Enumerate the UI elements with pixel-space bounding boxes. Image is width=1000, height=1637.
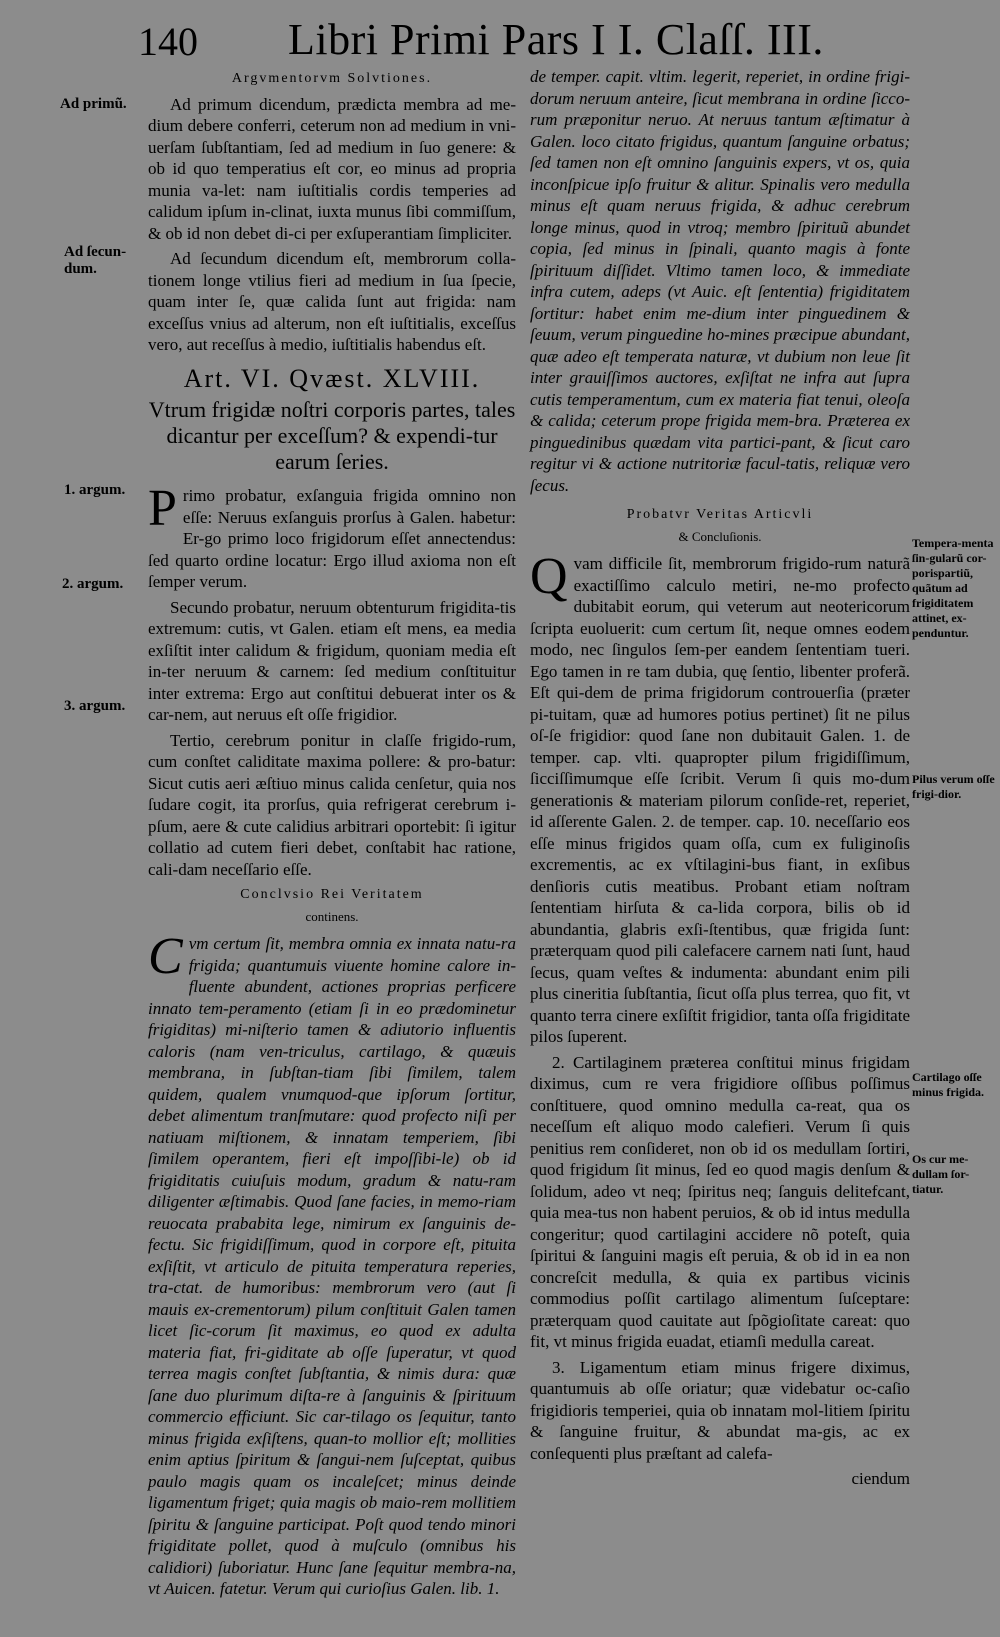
page-header xyxy=(138,14,824,66)
paragraph-conclusio: Cvm certum ſit, membra omnia ex innata natu-ra frigida; quantumuis viuente homine calore in-fluente abundent, actiones proprias perficere innato tem-peramento (etiam ſi in eo prædominetur frigiditas) mi-niſterio tamen & adiutorio influentis caloris (nam ven-triculus, cartilago, & quæuis membrana, in ſubſtan-tiam ſibi ſimilem, talem quidem, qualem vnumquod-que ipſorum ſortitur, debet alimentum tranſmutare: quod profecto niſi per natiuam miſtionem, & innatam temperiem, ſibi ſimilem operantem, fieri eſt impoſſibi-le) ob id frigiditatis cuiuſuis modum, gradum & natu-ram diligenter æſtimabis. Quod ſane facies, in memo-riam reuocata prababita lege, nimirum ex ſanguinis de-fectu. Sic frigidiſſimum, quod in corpore eſt, pituita exſiſtit, vt articulo de pituita temperatura reperies, tra-ctat. de humoribus: membrorum vero (aut ſi mauis ex-crementorum) pilum conſtituit Galen tamen licet ſic-corum ſit maximus, eo quod ex adulta materia fiat, fri-giditate ab oſſe ſuperatur, vt quod terrea magis conſtet ſubſtantia, & nimis dura: quæ ſane duo plurimum diſta-re à ſanguinis & ſpirituum commercio efficiunt. Sic car-tilago os ſequitur, tanto minus frigida exſiſtens, quan-to mollior eſt; mollities enim aptius ſpiritum & ſangui-nem ſuſceptat, quibus paulo magis quam os incaleſcet; minus deinde ligamentum friget; quia magis ob maio-rem mollitiem ſpiritu & ſanguine participat. Poſt quod tendo minori frigiditate pollet, quod à muſculo (omnibus his calidiori) ſuboriatur. Hunc ſane ſequitur membra-na, vt Auicen. fatetur. Verum qui curioſius Galen. lib. 1. xyxy=(148,928,516,1598)
margin-note-argum-1: 1. argum. xyxy=(64,482,126,498)
item-number-3: 3. xyxy=(552,1357,565,1377)
section-heading-solutiones: Argvmentorvm Solvtiones. xyxy=(231,71,433,86)
margin-note-os-medulla: Os cur me-dullam ſor-tiatur. xyxy=(912,1152,970,1196)
paragraph-ligamentum xyxy=(530,1357,910,1465)
paragraph-argument-2: Secundo probatur, neruum obtenturum frigidita-tis extremum: cutis, vt Galen. etiam eſt mens, ea media exſiſtit inter calidum & frigidum, quoniam media eſt in-ter neruum & carnem: ſed medium conſtituitur inter extrema: Ergo aut conſtitui debuerat inter os & car-nem, aut neruus eſt oſſe frigidior. xyxy=(148,597,516,724)
margin-note-ad-primum: Ad primũ. xyxy=(60,96,127,112)
paragraph-quam-difficile: Qvam difficile ſit, membrorum frigido-rum naturã exactiſſimo calculo metiri, ne-mo profecto dubitabit eorum, qui veterum aut neotericorum ſcripta euoluerit: cum certum ſit, neque omnes eodem modo, nec ſingulos ſem-per eandem ſententiam tueri. Ego tamen in re tam dubia, quę ſentio, libenter proferã. Eſt qui-dem de prima frigidorum controuerſia (præter pi-tuitam, quæ ad humores potius pertinet) ſit ne pilus oſ-ſe frigidior: quod ſane non dubitauit Galen. 1. de temper. cap. vlti. quapropter pilum frigidiſſimum, ſicciſſimumque eſſe ſcribit. Verum ſi quis mo-dum generationis & materiam pilorum conſide-ret, reperiet, id aſſerente Galen. 2. de temper. cap. 10. neceſſario eos eſſe minus frigidos quam oſſa, cum ex fuliginoſis excrementis, ac ex vſtilagini-bus fiant, in exſibus denſioris cutis meatibus. Probant etiam noſtram ſententiam hirſuta & ca-lida corpora, bilis ob id abundantia, glabris exſi-ſtentibus, quæ frigida ſunt: præterquam quod pili calefacere carnem nati ſunt, haud ſecus, quam veſtes & indumenta: abundant enim pili plus cineritia ſubſtantia, ſicut oſſa plus terrea, quo fit, vt quanto terra cinere exſiſtit frigidior, tanta oſſa frigiditate pilos ſuperent. xyxy=(530,548,910,1046)
margin-note-argum-3: 3. argum. xyxy=(64,698,126,714)
quaestio-title: Vtrum frigidæ noſtri corporis partes, tales dicantur per exceſſum? & expendi-tur earum ſeries. xyxy=(148,397,516,474)
paragraph-ad-primum: Ad primum dicendum, prædicta membra ad me-dium debere conferri, ceterum non ad medium in vni-uerſam ſubſtantiam, ſed ad medium in ſuo genere: & ob id quo temperatius eſt cor, eo minus ad propria munia va-let: nam iuſtitialis cordis temperies ad calidum ipſum in-clinat, iuxta munus ſibi commiſſum, & ob id non debet di-ci per exſuperantiam ſimpliciter. xyxy=(148,94,516,243)
paragraph-cartilago-text: Cartilaginem præterea conſtitui minus frigidam diximus, cum re vera frigidiore oſſibus poſſimus conſtituere, quod omnino medulla ca-reat, qua os neceſſum eſt aliquo modo calefieri. Verum ſi quis penitius rem conſideret, non ob id os medullam ſortiri, quod frigidum ſit minus, ſed eo quod magis denſum & ſolidum, adeo vt neq; ſpiritus neq; ſanguis delitefcant, quia mea-tus non habent peruios, & ob id intus medulla congeritur; quod cartilagini accidere nõ poteſt, quia ſpiritui & ſanguini magis eſt peruia, & ob id in ea non concreſcit medulla, & quia ex partibus vicinis commodius poſſit cartilago alimentum ſuſceptare: præterquam quod cauitate aut ſpõgioſitate careat: quo fit, vt minus frigida euadat, etiamſi medulla careat. xyxy=(530,1052,910,1351)
article-heading: Art. VI. Qvæst. XLVIII. xyxy=(183,363,481,393)
right-column xyxy=(530,66,910,1490)
paragraph-ligamentum-text: Ligamentum etiam minus frigere diximus, quantumuis ab oſſe oriatur; quæ videbatur oc-caſio frigidioris temperiei, quia ob innatam mol-litiem ſpiritu & ſanguine fruitur, & abundat ma-gis, ac ex conſequenti plus præſtant ad calefa- xyxy=(530,1357,911,1463)
item-number-2: 2. xyxy=(552,1052,565,1072)
paragraph-continuation: de temper. capit. vltim. legerit, reperiet, in ordine frigi-dorum neruum anteire, ſicut membrana in ordine ſicco-rum præponitur neruo. At neruus tantum æſtimatur à Galen. loco citato frigidus, quantum ſanguine orbatus; ſed tamen non eſt omnino ſanguinis expers, vt os, quia inconſpicue ipſo fruitur & alitur. Spinalis vero medulla minus eſt quam neruus frigida, & adhuc cerebrum longe minus, quod in vtroq; membro ſpirituũ abundet copia, ſed minus in ſpinali, quanto magis à fonte ſpirituum diſſidet. Vltimo tamen loco, & immediate infra cutem, adeps (vt Auic. eſt ſententia) frigiditatem ſortitur: habet enim me-dium inter pinguedinem & ſeuum, verum pinguedine ho-mines præcipue abundant, quæ adeo eſt temperata naturæ, vt dubium non leue ſit inter grauiſſimos auctores, exſiſtat ne infra aut ſupra cutis temperamentum, cum ex materia fiat tenui, oleoſa & calida; ceterum prope frigida mem-bra. Præterea ex pinguedinibus quædam vita partici-pant, & ſicut caro regitur vi & actione nutritoriæ facul-tatis, reliquæ vero ſecus. xyxy=(530,67,910,495)
page-number: 140 xyxy=(138,19,198,64)
section-heading-probatur: Probatvr Veritas Articvli xyxy=(626,507,814,522)
section-subheading-continens: continens. xyxy=(305,908,359,924)
paragraph-ad-secundum: Ad ſecundum dicendum eſt, membrorum colla-tionem longe vtilius fieri ad medium in ſua ſpecie, quam inter ſe, quæ calida ſunt aut frigida: nam exceſſus vnius ad alterum, non eſt iuſtitialis, exceſſus vero, aut receſſus à medio, iuſtitialis habendus eſt. xyxy=(148,249,516,354)
margin-note-pilus: Pilus verum oſſe frigi-dior. xyxy=(912,772,995,801)
running-head: Libri Primi Pars I I. Claſſ. III. xyxy=(288,15,824,64)
margin-note-argum-2: 2. argum. xyxy=(62,576,124,592)
paragraph-argument-1: Primo probatur, exſanguia frigida omnino non eſſe: Neruus exſanguis prorſus à Galen. habetur: Er-go primo loco frigidorum eſſet annectendus: ſed quarto ordine locatur: Ergo illud axioma non eſt ſemper verum. xyxy=(148,480,516,591)
margin-note-temperamenta: Tempera-menta ſin-gularũ cor-porispartiũ, quãtum ad frigiditatem attinet, ex-penduntur. xyxy=(912,536,994,640)
section-subheading-conclusionis: & Concluſionis. xyxy=(678,528,762,544)
paragraph-cartilago xyxy=(530,1052,910,1353)
margin-note-ad-secundum: Ad ſecun-dum. xyxy=(64,244,127,277)
catchword: ciendum xyxy=(851,1469,910,1488)
paragraph-argument-3: Tertio, cerebrum ponitur in claſſe frigido-rum, cum conſtet caliditate maxima pollere: & pro-batur: Sicut cutis aeri æſtiuo minus calida cenſetur, quia nos ſudare cogit, ita prorſus, quia refrigerat cerebrum i-pſum, aere & cute calidius arbitrari oportebit: ſi igitur collatio ad cutem fieri debet, conſtabit hac ratione, cali-dam neceſſario eſſe. xyxy=(148,730,516,879)
margin-note-cartilago: Cartilago oſſe minus frigida. xyxy=(912,1070,985,1099)
left-column xyxy=(148,66,516,1604)
section-heading-conclusio: Conclvsio Rei Veritatem xyxy=(240,887,424,902)
